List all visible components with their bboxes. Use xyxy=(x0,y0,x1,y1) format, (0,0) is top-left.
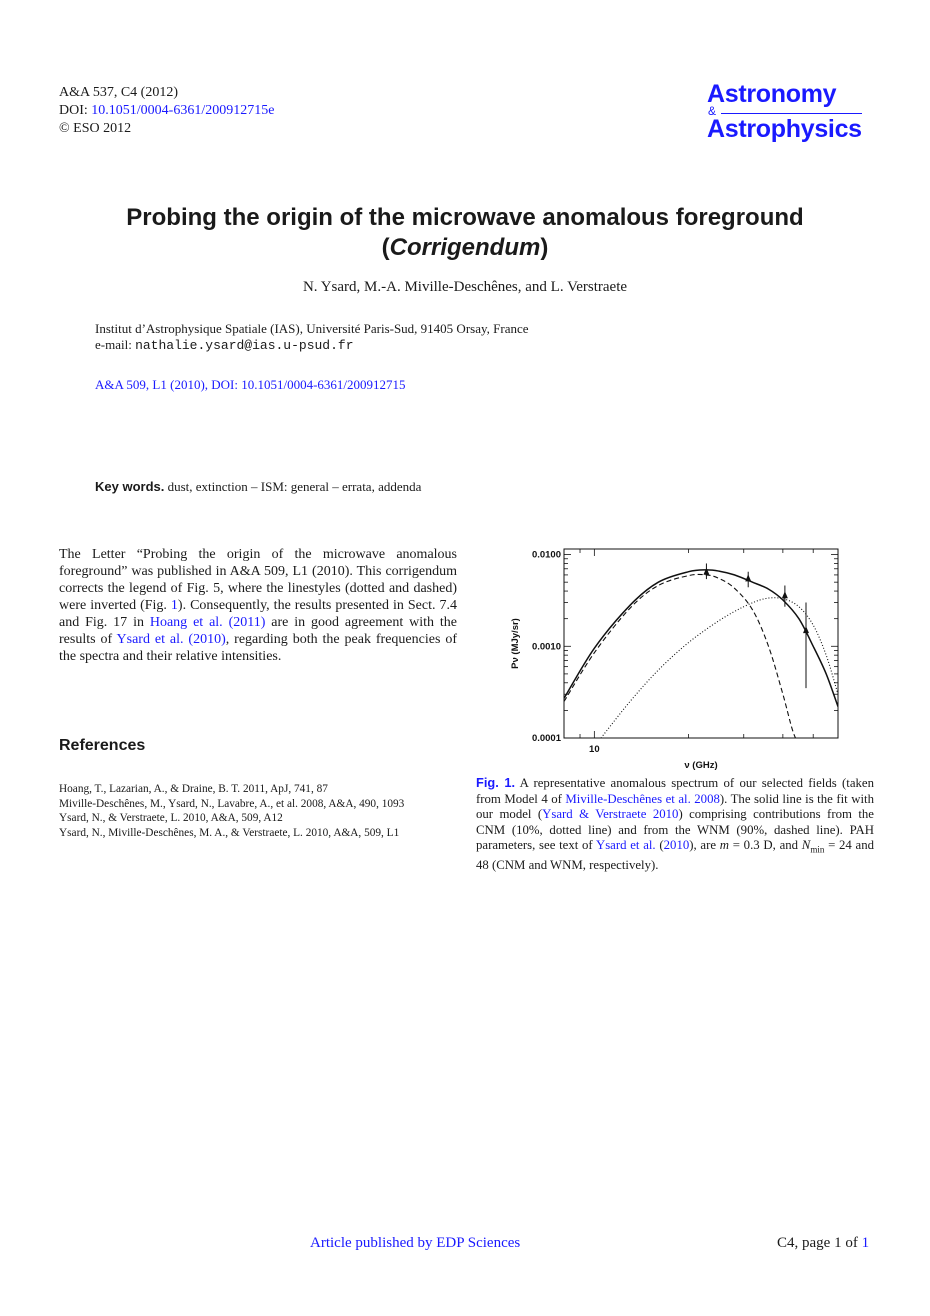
title-line-2 xyxy=(60,233,870,263)
caption-text-a: A representative anomalous spectrum of our selected fields (taken from Model 4 of xyxy=(476,776,874,806)
keywords-label: Key words. xyxy=(95,479,165,494)
body-paragraph xyxy=(59,546,457,665)
plot-frame xyxy=(564,549,838,738)
title-corrigendum: Corrigendum xyxy=(389,234,541,261)
reference-item: Ysard, N., & Verstraete, L. 2010, A&A, 509, A12 xyxy=(59,812,283,824)
caption-text-g: = 24 and 48 (CNM and WNM, respectively). xyxy=(476,838,875,873)
y-tick-label: 0.0001 xyxy=(531,733,561,744)
ysard-verstraete-citation-link[interactable]: Ysard & Verstraete 2010 xyxy=(542,807,679,821)
keywords-text: dust, extinction – ISM: general – errata, addenda xyxy=(164,479,422,494)
series-line-dotted xyxy=(601,598,838,738)
figure-label: Fig. 1. xyxy=(476,775,516,790)
body-text-c: are in good agreement with the results of xyxy=(59,615,457,647)
references-heading: References xyxy=(59,737,146,754)
original-article-link[interactable]: A&A 509, L1 (2010), DOI: 10.1051/0004-6361/200912715 xyxy=(95,377,406,392)
y-axis-label: Pν (MJy/sr) xyxy=(510,618,521,669)
plot-frame-group xyxy=(564,549,838,738)
logo-line-astrophysics: Astrophysics xyxy=(707,115,862,143)
series-line-dashed xyxy=(564,574,799,744)
caption-text-d: ( xyxy=(655,838,664,852)
page-title xyxy=(60,203,870,263)
series-group xyxy=(564,570,838,745)
caption-n-subscript: min xyxy=(810,844,825,855)
miville-citation-link[interactable]: Miville-Deschênes et al. 2008 xyxy=(565,791,720,806)
title-paren-open: ( xyxy=(381,234,390,261)
email-address[interactable]: nathalie.ysard@ias.u-psud.fr xyxy=(135,338,354,353)
reference-item: Hoang, T., Lazarian, A., & Draine, B. T. 2011, ApJ, 741, 87 xyxy=(59,783,328,795)
ticks-group xyxy=(564,549,838,738)
doi-label: DOI: xyxy=(59,103,92,118)
body-text-a: The Letter “Probing the origin of the microwave anomalous foreground” was published in A&A 509, L1 (2010). This corrigendum corrects the legend of Fig. 5, where the linestyles (dotted and dashed) were inverted (Fig. xyxy=(59,547,457,613)
fig-1-link[interactable]: 1 xyxy=(170,598,178,613)
data-point-marker xyxy=(745,574,751,581)
email-label: e-mail: xyxy=(95,337,136,352)
citation: A&A 537, C4 (2012) xyxy=(59,85,178,100)
ysard-et-al-link[interactable]: Ysard et al. xyxy=(595,838,656,852)
hoang-citation-link[interactable]: Hoang et al. (2011) xyxy=(149,615,266,630)
keywords xyxy=(95,479,421,495)
institute: Institut d’Astrophysique Spatiale (IAS), Université Paris-Sud, 91405 Orsay, France xyxy=(95,321,529,336)
page-prefix: C4, page 1 of xyxy=(777,1235,862,1251)
points-group xyxy=(703,563,809,688)
copyright: © ESO 2012 xyxy=(59,121,132,136)
body-text-b: ). Consequently, the results presented in Sect. 7.4 and Fig. 17 in xyxy=(59,598,457,630)
logo-line-astronomy: Astronomy xyxy=(707,80,837,108)
logo-rule xyxy=(721,113,862,114)
x-axis-label: ν (GHz) xyxy=(684,760,718,771)
figure-caption xyxy=(476,775,874,874)
affiliation xyxy=(95,321,529,354)
footer-publisher-link[interactable]: Article published by EDP Sciences xyxy=(310,1235,521,1251)
footer-page-number xyxy=(777,1235,869,1252)
y-tick-label: 0.0100 xyxy=(531,549,561,561)
x-tick-label: 10 xyxy=(589,744,600,755)
caption-text-e: ), are xyxy=(689,838,720,852)
caption-text-b: ). The solid line is the fit with our model ( xyxy=(476,791,874,821)
reference-item: Ysard, N., Miville-Deschênes, M. A., & Verstraete, L. 2010, A&A, 509, L1 xyxy=(59,826,400,839)
caption-n-symbol: N xyxy=(801,838,811,852)
y-tick-label: 0.0010 xyxy=(531,641,561,653)
ysard-citation-link[interactable]: Ysard et al. (2010) xyxy=(116,632,226,647)
journal-logo xyxy=(707,80,877,146)
ysard-year-link[interactable]: 2010 xyxy=(663,838,690,852)
data-point-marker xyxy=(703,568,709,575)
data-point-marker xyxy=(782,591,788,598)
spectrum-chart xyxy=(508,540,848,775)
title-line-1: Probing the origin of the microwave anomalous foreground xyxy=(126,204,804,231)
references-list xyxy=(59,782,457,840)
header-meta xyxy=(59,84,274,138)
logo-ampersand: & xyxy=(708,104,717,118)
doi-link[interactable]: 10.1051/0004-6361/200912715e xyxy=(91,103,275,118)
doi-line xyxy=(59,102,274,120)
reference-item: Miville-Deschênes, M., Ysard, N., Lavabre, A., et al. 2008, A&A, 490, 1093 xyxy=(59,797,405,810)
caption-m-symbol: m xyxy=(719,838,730,852)
caption-text-f: = 0.3 D, and xyxy=(729,838,802,852)
caption-text-c: ) comprising contributions from the CNM (10%, dotted line) and from the WNM (90%, dashed line). PAH parameters, see text of xyxy=(476,807,874,852)
title-paren-close: ) xyxy=(540,234,549,261)
authors: N. Ysard, M.-A. Miville-Deschênes, and L. Verstraete xyxy=(302,279,628,295)
email-line xyxy=(95,337,529,354)
page-total-link[interactable]: 1 xyxy=(861,1235,870,1251)
body-text-d: , regarding both the peak frequencies of the spectra and their relative intensities. xyxy=(59,632,457,664)
